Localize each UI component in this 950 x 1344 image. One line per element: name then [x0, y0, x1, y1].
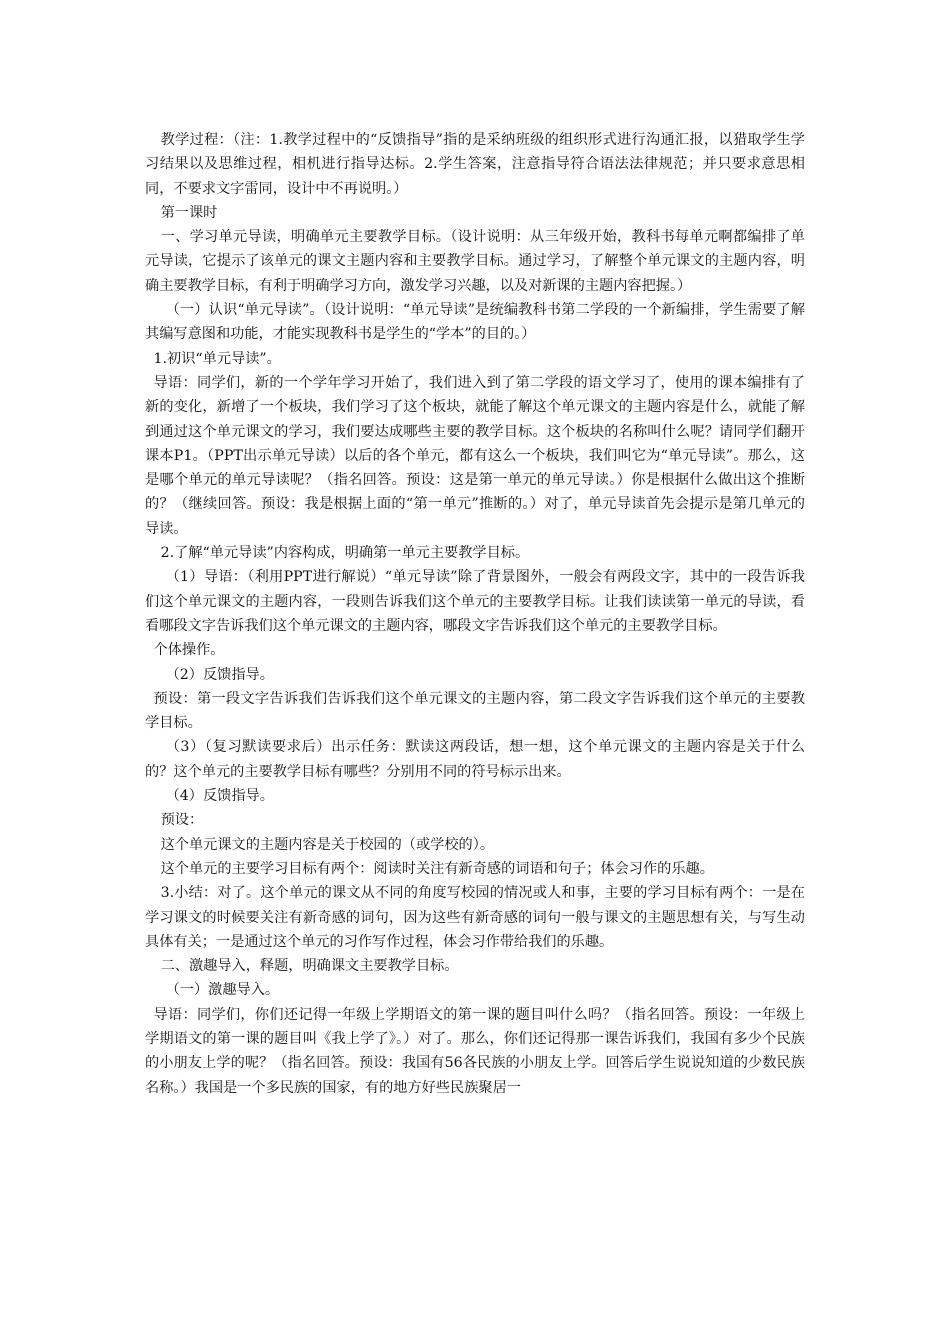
document-body [145, 128, 805, 1100]
heading-section-two: 二、激趣导入，释题，明确课文主要教学目标。 [160, 958, 459, 975]
paragraph-intro-speech-2: 导语：同学们，你们还记得一年级上学期语文的第一课的题目叫什么吗？（指名回答。预设：一年级上学期语文的第一课的题目叫《我上学了》。）对了。那么，你们还记得那一课告诉我们，我国有多少个民族的小朋友上学的呢？（指名回答。预设：我国有56各民族的小朋友上学。回答后学生说说知道的少数民族名称。）我国是一个多民族的国家，有的地方好些民族聚居一 [145, 1006, 805, 1096]
paragraph-preset-answer-1: 预设：第一段文字告诉我们告诉我们这个单元课文的主题内容，第二段文字告诉我们这个单元的主要教学目标。 [145, 690, 805, 732]
paragraph-teaching-process-note: 教学过程：（注：1.教学过程中的“反馈指导”指的是采纳班级的组织形式进行沟通汇报，以猎取学生学习结果以及思维过程，相机进行指导达标。2.学生答案，注意指导符合语法法律规范；并只要求意思相同，不要求文字雷同，设计中不再说明。） [145, 132, 805, 197]
paragraph-step-2-feedback: （2）反馈指导。 [165, 666, 274, 683]
paragraph-summary: 3.小结：对了。这个单元的课文从不同的角度写校园的情况或人和事，主要的学习目标有两个：一是在学习课文的时候要关注有新奇感的词句，因为这些有新奇感的词句一般与课文的主题思想有关，与写生动具体有关；一是通过这个单元的习作写作过程，体会习作带给我们的乐趣。 [145, 885, 805, 950]
paragraph-know-unit-guide: （一）认识“单元导读”。（设计说明：“单元导读”是统编教科书第二学段的一个新编排，学生需要了解其编写意图和功能，才能实现教科书是学生的“学本”的目的。） [145, 302, 805, 343]
heading-first-look-unit-guide: 1.初识“单元导读”。 [153, 350, 281, 367]
paragraph-step-3-task: （3）（复习默读要求后）出示任务：默读这两段话，想一想，这个单元课文的主题内容是关于什么的？这个单元的主要教学目标有哪些？分别用不同的符号标示出来。 [145, 739, 805, 780]
heading-understand-unit-guide: 2.了解“单元导读”内容构成，明确第一单元主要教学目标。 [160, 545, 530, 562]
heading-first-lesson: 第一课时 [160, 204, 218, 221]
paragraph-step-1-intro: （1）导语：（利用PPT进行解说）“单元导读”除了背景图外，一般会有两段文字，其中的一段告诉我们这个单元课文的主题内容，一段则告诉我们这个单元的主要教学目标。让我们读读第一单元的导读，看看哪段文字告诉我们这个单元课文的主题内容，哪段文字告诉我们这个单元的主要教学目标。 [145, 569, 805, 634]
paragraph-preset-theme: 这个单元课文的主题内容是关于校园的（或学校的）。 [160, 836, 495, 853]
heading-interest-intro: （一）激趣导入。 [165, 982, 280, 999]
paragraph-intro-speech-1: 导语：同学们，新的一个学年学习开始了，我们进入到了第二学段的语文学习了，使用的课本编排有了新的变化，新增了一个板块，我们学习了这个板块，就能了解这个单元课文的主题内容是什么，就能了解到通过这个单元课文的学习，我们要达成哪些主要的教学目标。这个板块的名称叫什么呢？请同学们翻开课本P1。（PPT出示单元导读）以后的各个单元，都有这么一个板块，我们叫它为“单元导读”。那么，这是哪个单元的单元导读呢？（指名回答。预设：这是第一单元的单元导读。）你是根据什么做出这个推断的？（继续回答。预设：我是根据上面的“第一单元”推断的。）对了，单元导读首先会提示是第几单元的导读。 [145, 374, 805, 537]
heading-section-one: 一、学习单元导读，明确单元主要教学目标。（设计说明：从三年级开始，教科书每单元啊都编排了单元导读，它提示了该单元的课文主题内容和主要教学目标。通过学习，了解整个单元课文的主题内容，明确主要教学目标，有利于明确学习方向，激发学习兴趣，以及对新课的主题内容把握。） [145, 229, 805, 294]
paragraph-preset-label: 预设： [160, 812, 204, 829]
paragraph-preset-goals: 这个单元的主要学习目标有两个：阅读时关注有新奇感的词语和句子；体会习作的乐趣。 [160, 860, 714, 877]
paragraph-step-4-feedback: （4）反馈指导。 [165, 788, 274, 805]
paragraph-individual-work: 个体操作。 [153, 642, 225, 659]
